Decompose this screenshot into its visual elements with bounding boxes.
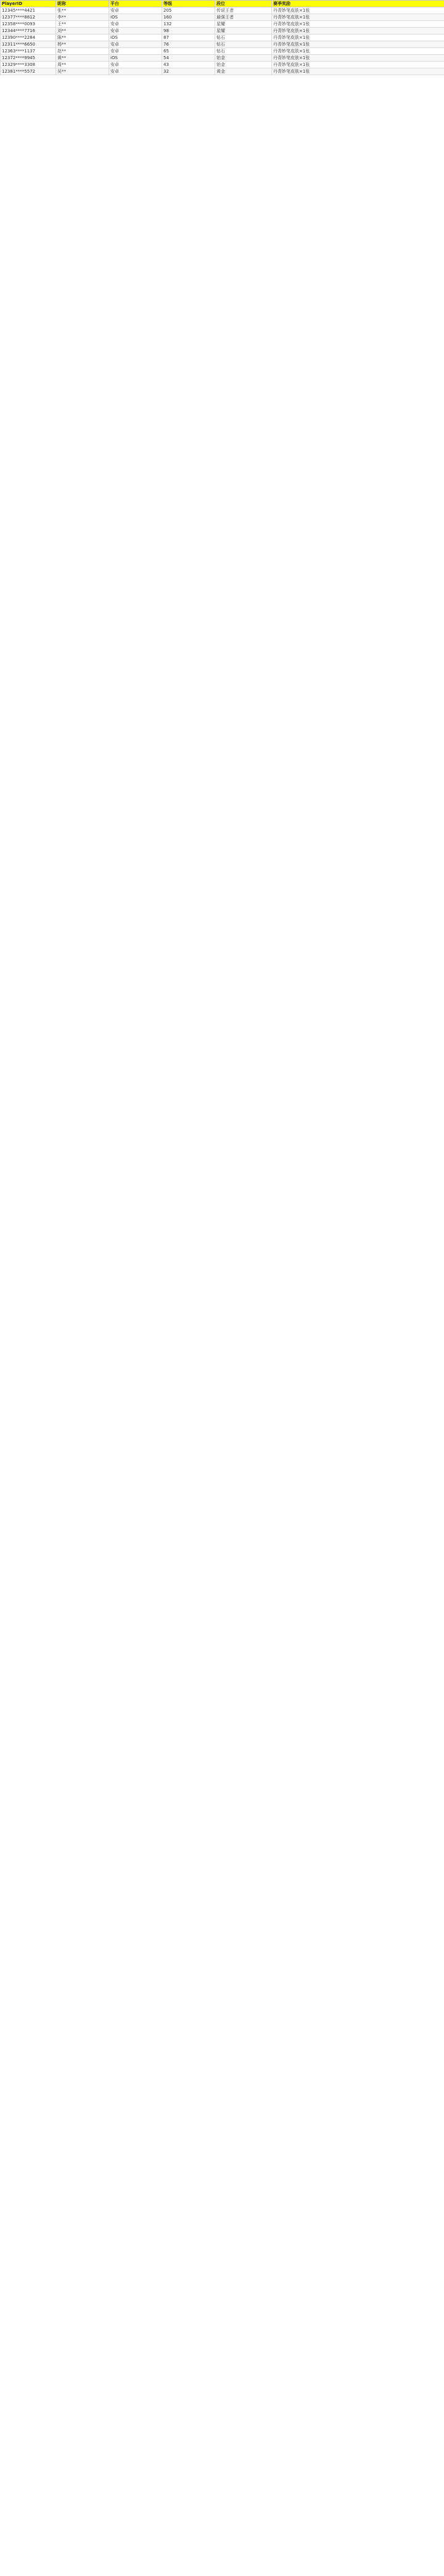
table-cell[interactable]: 钻石: [215, 41, 272, 48]
col-header-reward[interactable]: 赛季奖励: [272, 1, 444, 7]
table-cell[interactable]: 刘**: [56, 28, 109, 34]
table-cell[interactable]: 12381****5572: [1, 68, 56, 75]
table-cell[interactable]: 丹青妙笔皮肤×1张: [272, 14, 444, 21]
spreadsheet-table: [0, 0, 444, 75]
table-row: [1, 7, 444, 14]
table-cell[interactable]: 12377****8812: [1, 14, 56, 21]
table-cell[interactable]: 铂金: [215, 55, 272, 62]
table-cell[interactable]: 安卓: [109, 28, 162, 34]
col-header-player-id[interactable]: PlayerID: [1, 1, 56, 7]
table-cell[interactable]: 李**: [56, 14, 109, 21]
col-header-level[interactable]: 等级: [162, 1, 215, 7]
table-cell[interactable]: 王**: [56, 21, 109, 28]
table-cell[interactable]: 丹青妙笔皮肤×1张: [272, 28, 444, 34]
table-row: [1, 14, 444, 21]
table-cell[interactable]: 周**: [56, 62, 109, 68]
table-cell[interactable]: 传说王者: [215, 7, 272, 14]
table-cell[interactable]: 陈**: [56, 34, 109, 41]
table-cell[interactable]: 铂金: [215, 62, 272, 68]
table-cell[interactable]: 丹青妙笔皮肤×1张: [272, 41, 444, 48]
table-cell[interactable]: 205: [162, 7, 215, 14]
table-cell[interactable]: 丹青妙笔皮肤×1张: [272, 55, 444, 62]
table-cell[interactable]: 132: [162, 21, 215, 28]
table-cell[interactable]: 12329****3308: [1, 62, 56, 68]
table-cell[interactable]: 丹青妙笔皮肤×1张: [272, 68, 444, 75]
table-cell[interactable]: 安卓: [109, 41, 162, 48]
table-cell[interactable]: 65: [162, 48, 215, 55]
table-cell[interactable]: 杨**: [56, 41, 109, 48]
table-cell[interactable]: iOS: [109, 55, 162, 62]
table-cell[interactable]: 丹青妙笔皮肤×1张: [272, 21, 444, 28]
table-row: [1, 41, 444, 48]
table-cell[interactable]: 32: [162, 68, 215, 75]
table-cell[interactable]: 安卓: [109, 21, 162, 28]
table-cell[interactable]: 星耀: [215, 21, 272, 28]
table-cell[interactable]: 丹青妙笔皮肤×1张: [272, 62, 444, 68]
table-cell[interactable]: 12344****7716: [1, 28, 56, 34]
table-cell[interactable]: iOS: [109, 34, 162, 41]
table-cell[interactable]: 安卓: [109, 68, 162, 75]
table-cell[interactable]: 98: [162, 28, 215, 34]
table-cell[interactable]: 吴**: [56, 68, 109, 75]
table-cell[interactable]: 12345****4421: [1, 7, 56, 14]
table-cell[interactable]: iOS: [109, 14, 162, 21]
table-cell[interactable]: 丹青妙笔皮肤×1张: [272, 7, 444, 14]
table-cell[interactable]: 最强王者: [215, 14, 272, 21]
table-cell[interactable]: 12311****6650: [1, 41, 56, 48]
col-header-rank[interactable]: 段位: [215, 1, 272, 7]
table-cell[interactable]: 丹青妙笔皮肤×1张: [272, 48, 444, 55]
table-row: [1, 48, 444, 55]
table-cell[interactable]: 54: [162, 55, 215, 62]
table-row: [1, 55, 444, 62]
table-cell[interactable]: 钻石: [215, 34, 272, 41]
table-cell[interactable]: 安卓: [109, 62, 162, 68]
table-cell[interactable]: 钻石: [215, 48, 272, 55]
table-row: [1, 34, 444, 41]
table-cell[interactable]: 43: [162, 62, 215, 68]
table-cell[interactable]: 76: [162, 41, 215, 48]
table-cell[interactable]: 12363****1137: [1, 48, 56, 55]
table-cell[interactable]: 12372****9945: [1, 55, 56, 62]
table-row: [1, 68, 444, 75]
table-cell[interactable]: 87: [162, 34, 215, 41]
header-row: [1, 1, 444, 7]
table-cell[interactable]: 丹青妙笔皮肤×1张: [272, 34, 444, 41]
table-cell[interactable]: 安卓: [109, 48, 162, 55]
table-cell[interactable]: 赵**: [56, 48, 109, 55]
col-header-platform[interactable]: 平台: [109, 1, 162, 7]
table-row: [1, 28, 444, 34]
table-cell[interactable]: 安卓: [109, 7, 162, 14]
table-row: [1, 62, 444, 68]
table-cell[interactable]: 张**: [56, 7, 109, 14]
table-cell[interactable]: 星耀: [215, 28, 272, 34]
table-row: [1, 21, 444, 28]
table-cell[interactable]: 黄金: [215, 68, 272, 75]
table-cell[interactable]: 160: [162, 14, 215, 21]
table-cell[interactable]: 12390****2284: [1, 34, 56, 41]
table-cell[interactable]: 黄**: [56, 55, 109, 62]
col-header-nickname[interactable]: 昵称: [56, 1, 109, 7]
table-cell[interactable]: 12358****0093: [1, 21, 56, 28]
